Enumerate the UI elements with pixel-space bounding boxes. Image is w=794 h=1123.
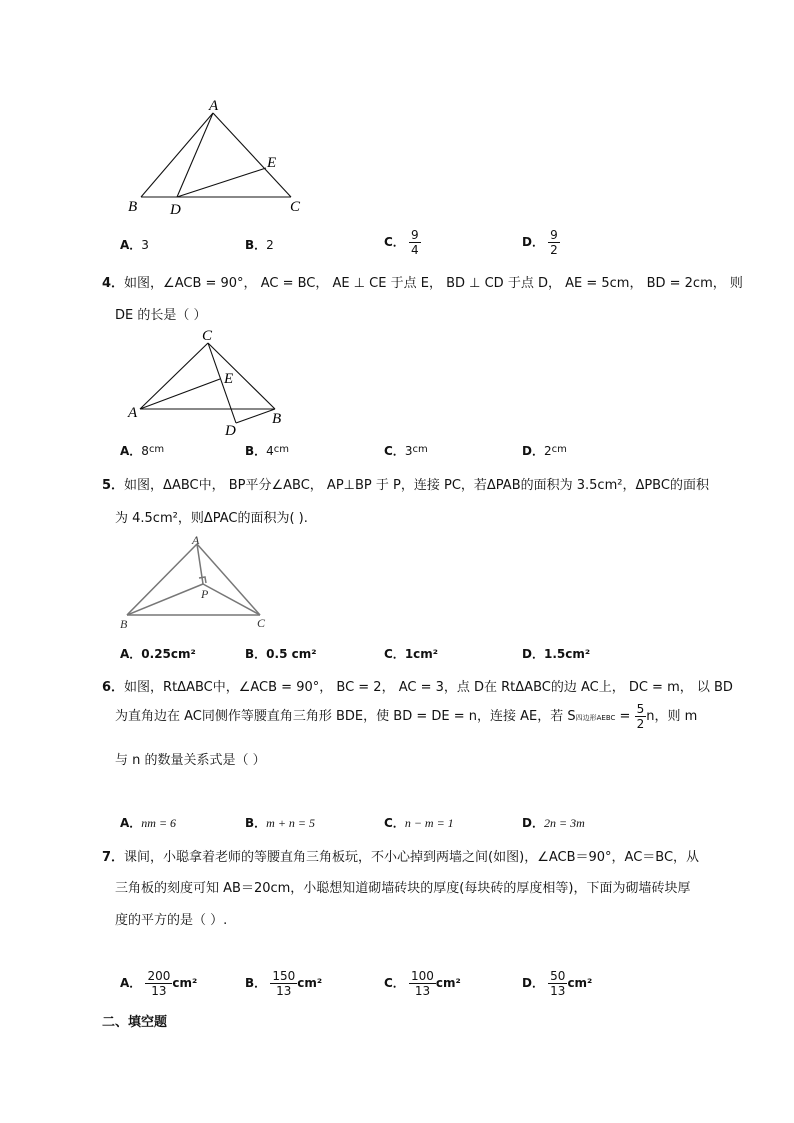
q4-label-e: E xyxy=(224,371,234,387)
q3-option-b[interactable] xyxy=(245,236,274,253)
option-letter: A． xyxy=(120,647,142,661)
option-value: 3 xyxy=(404,444,413,458)
q5-label-p: P xyxy=(201,587,209,601)
q4-option-a[interactable] xyxy=(120,442,164,459)
q4-label-c: C xyxy=(202,328,213,344)
option-unit: cm xyxy=(273,444,290,455)
option-unit: cm xyxy=(148,444,165,455)
q3-label-a: A xyxy=(209,98,219,114)
q7-text: 课间，小聪拿着老师的等腰直角三角板玩，不小心掉到两墙之间(如图)，∠ACB＝90°，AC＝BC，从 xyxy=(124,850,700,865)
option-fraction: $\frac{9}{4}$ xyxy=(411,228,419,257)
option-letter: D． xyxy=(522,647,544,661)
option-letter: D． xyxy=(522,444,544,458)
q4-text: 如图，∠ACB = 90°， AC = BC， AE ⊥ CE 于点 E， BD ⊥ CD 于点 D， AE = 5cm， BD = 2cm， 则 xyxy=(124,276,743,291)
q6-option-d[interactable] xyxy=(522,814,585,831)
option-letter: A． xyxy=(120,816,142,830)
q4-option-d[interactable] xyxy=(522,442,567,459)
q5-label-a: A xyxy=(192,533,200,547)
option-letter: C． xyxy=(384,647,405,661)
option-fraction: $\frac{50}{13}$ xyxy=(550,969,566,998)
q6-option-b[interactable] xyxy=(245,814,315,831)
option-value: n − m = 1 xyxy=(404,816,454,830)
option-value: 0.5 cm² xyxy=(266,647,317,661)
option-unit: cm² xyxy=(297,976,323,990)
option-letter: D． xyxy=(522,235,544,249)
q6-subscript: 四边形AEBC xyxy=(575,714,616,722)
q5-stem-line1 xyxy=(102,474,709,493)
q7-option-c[interactable] xyxy=(384,969,461,998)
q5-option-b[interactable] xyxy=(245,645,316,662)
q4-label-d: D xyxy=(225,423,236,439)
q4-option-b[interactable] xyxy=(245,442,289,459)
q4-stem-line2: DE 的长是（ ） xyxy=(115,308,207,323)
q4-option-c[interactable] xyxy=(384,442,428,459)
q5-option-c[interactable] xyxy=(384,645,438,662)
option-value: 4 xyxy=(266,444,274,458)
q6-text-b: n，则 m xyxy=(646,709,698,724)
option-fraction: $\frac{200}{13}$ xyxy=(147,969,171,998)
q7-stem-line1 xyxy=(102,846,699,865)
option-value: 2n = 3m xyxy=(543,816,585,830)
section-heading-fill-in: 二、填空题 xyxy=(102,1015,168,1030)
q6-number: 6． xyxy=(102,680,125,695)
q5-option-a[interactable] xyxy=(120,645,196,662)
q7-stem-line3: 度的平方的是（ ）. xyxy=(115,913,228,928)
option-letter: C． xyxy=(384,235,405,249)
q7-option-d[interactable] xyxy=(522,969,592,998)
option-letter: B． xyxy=(245,976,267,990)
option-value: nm = 6 xyxy=(141,816,177,830)
option-fraction: $\frac{100}{13}$ xyxy=(411,969,434,998)
option-unit: cm² xyxy=(567,976,593,990)
q5-label-b: B xyxy=(120,617,128,631)
q3-label-b: B xyxy=(128,199,138,215)
q5-stem-line2: 为 4.5cm²，则ΔPAC的面积为( ). xyxy=(115,511,308,526)
q5-label-c: C xyxy=(257,616,266,630)
q6-stem-line2 xyxy=(115,702,697,733)
q3-option-a[interactable] xyxy=(120,236,149,253)
q4-label-b: B xyxy=(272,411,282,427)
q3-label-c: C xyxy=(290,199,301,215)
q3-label-e: E xyxy=(267,155,277,171)
q6-fraction: $\frac{5}{2}$ xyxy=(636,702,645,731)
q6-option-a[interactable] xyxy=(120,814,176,831)
option-letter: A． xyxy=(120,444,142,458)
option-value: 2 xyxy=(266,238,274,252)
q7-number: 7． xyxy=(102,850,125,865)
option-value: 2 xyxy=(543,444,552,458)
q6-option-c[interactable] xyxy=(384,814,454,831)
option-letter: A． xyxy=(120,238,142,252)
q3-option-d[interactable] xyxy=(522,228,560,257)
q6-text: 如图，RtΔABC中，∠ACB = 90°， BC = 2， AC = 3，点 D在 RtΔABC的边 AC上， DC = m， 以 BD xyxy=(124,680,733,695)
option-unit: cm xyxy=(412,444,428,455)
option-unit: cm xyxy=(551,444,567,455)
q6-stem-line1 xyxy=(102,676,733,695)
q4-label-a: A xyxy=(128,405,138,421)
option-letter: B． xyxy=(245,647,267,661)
option-value: 8 xyxy=(141,444,149,458)
option-letter: B． xyxy=(245,238,267,252)
option-letter: B． xyxy=(245,444,267,458)
option-letter: C． xyxy=(384,976,405,990)
option-letter: B． xyxy=(245,816,267,830)
q5-text: 如图，ΔABC中， BP平分∠ABC， AP⊥BP 于 P，连接 PC，若ΔPAB的面积为 3.5cm²，ΔPBC的面积 xyxy=(124,478,709,493)
option-value: m + n = 5 xyxy=(266,816,316,830)
q4-triangle-figure xyxy=(120,324,300,439)
option-unit: cm² xyxy=(435,976,461,990)
option-value: 1.5cm² xyxy=(543,647,591,661)
q7-stem-line2: 三角板的刻度可知 AB＝20cm，小聪想知道砌墙砖块的厚度(每块砖的厚度相等)，下面为砌墙砖块厚 xyxy=(115,881,691,896)
q7-option-a[interactable] xyxy=(120,969,197,998)
option-value: 3 xyxy=(141,238,149,252)
q7-option-b[interactable] xyxy=(245,969,322,998)
q4-stem-line1 xyxy=(102,272,743,291)
option-letter: C． xyxy=(384,816,405,830)
q3-option-c[interactable] xyxy=(384,228,421,257)
q6-text-a: 为直角边在 AC同侧作等腰直角三角形 BDE，使 BD = DE = n，连接 AE，若 S xyxy=(115,709,576,724)
q6-equals: = xyxy=(615,709,635,724)
option-value: 0.25cm² xyxy=(141,647,196,661)
option-fraction: $\frac{9}{2}$ xyxy=(550,228,558,257)
option-letter: D． xyxy=(522,816,544,830)
q6-stem-line3: 与 n 的数量关系式是（ ） xyxy=(115,753,266,768)
option-value: 1cm² xyxy=(404,647,439,661)
q3-triangle-figure xyxy=(120,95,320,220)
option-letter: A． xyxy=(120,976,142,990)
q5-number: 5． xyxy=(102,478,125,493)
option-unit: cm² xyxy=(172,976,198,990)
q5-option-d[interactable] xyxy=(522,645,590,662)
option-letter: D． xyxy=(522,976,544,990)
q5-triangle-figure xyxy=(115,532,280,632)
q3-label-d: D xyxy=(170,202,181,218)
option-fraction: $\frac{150}{13}$ xyxy=(272,969,296,998)
option-letter: C． xyxy=(384,444,405,458)
q4-number: 4． xyxy=(102,276,125,291)
